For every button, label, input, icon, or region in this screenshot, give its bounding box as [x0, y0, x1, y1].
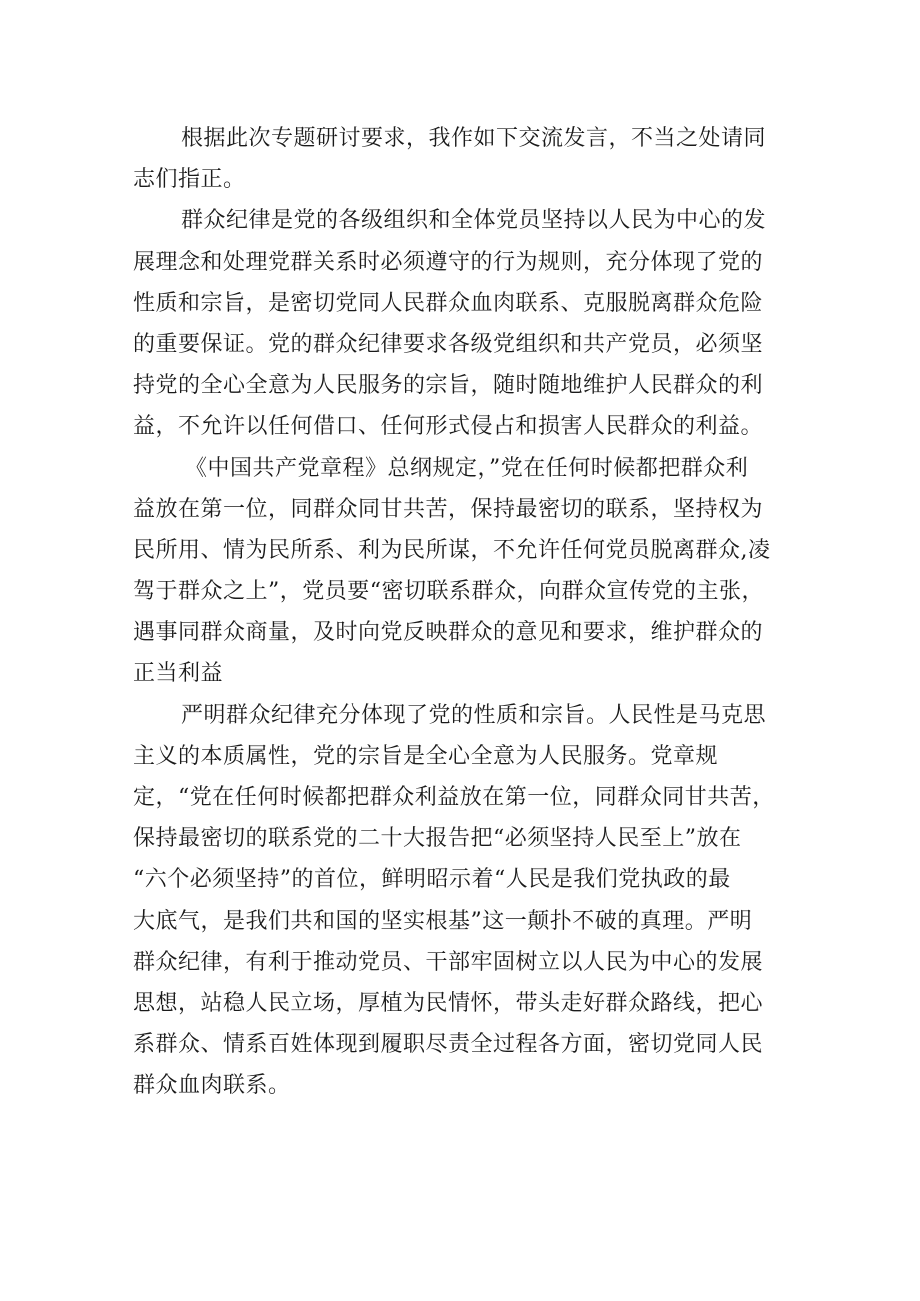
paragraph-4-line-5: “六个必须坚持”的首位，鲜明昭示着“人民是我们党执政的最: [133, 867, 731, 893]
paragraph-2-line-4: 的重要保证。党的群众纪律要求各级党组织和共产党员，必须坚: [133, 331, 764, 357]
paragraph-2-line-2: 展理念和处理党群关系时必须遵守的行为规则，充分体现了党的: [133, 249, 764, 275]
paragraph-4-line-9: 系群众、情系百姓体现到履职尽责全过程各方面，密切党同人民: [133, 1032, 764, 1058]
paragraph-3-line-1: 《中国共产党章程》总纲规定，”党在任何时候都把群众利: [185, 455, 749, 481]
paragraph-3-line-4: 驾于群众之上”，党员要“密切联系群众，向群众宣传党的主张，: [133, 579, 764, 605]
paragraph-2-line-1: 群众纪律是党的各级组织和全体党员坚持以人民为中心的发: [181, 208, 767, 234]
paragraph-4-line-3: 定，“党在任何时候都把群众利益放在第一位，同群众同甘共苦，: [133, 785, 775, 810]
paragraph-4-line-2: 主义的本质属性，党的宗旨是全心全意为人民服务。党章规: [133, 743, 719, 769]
paragraph-4-line-1: 严明群众纪律充分体现了党的性质和宗旨。人民性是马克思: [181, 702, 767, 728]
paragraph-4-line-8: 思想，站稳人民立场，厚植为民情怀，带头走好群众路线，把心: [133, 990, 764, 1016]
paragraph-2-line-3: 性质和宗旨，是密切党同人民群众血肉联系、克服脱离群众危险: [133, 290, 764, 316]
paragraph-3-line-6: 正当利益: [133, 661, 224, 687]
paragraph-4-line-6: 大底气，是我们共和国的坚实根基”这一颠扑不破的真理。严明: [133, 908, 753, 934]
paragraph-3-line-3: 民所用、情为民所系、利为民所谋，不允许任何党员脱离群众,凌: [133, 537, 771, 563]
document-body: [133, 118, 793, 1107]
paragraph-2-line-5: 持党的全心全意为人民服务的宗旨，随时随地维护人民群众的利: [133, 373, 764, 399]
paragraph-4-line-7: 群众纪律，有利于推动党员、干部牢固树立以人民为中心的发展: [133, 949, 764, 975]
paragraph-4-line-10: 群众血肉联系。: [133, 1073, 291, 1099]
paragraph-2-line-6: 益，不允许以任何借口、任何形式侵占和损害人民群众的利益。: [133, 414, 764, 440]
paragraph-1-line-2: 志们指正。: [133, 167, 246, 193]
paragraph-1-line-1: 根据此次专题研讨要求，我作如下交流发言，不当之处请同: [181, 126, 767, 151]
paragraph-3-line-5: 遇事同群众商量，及时向党反映群众的意见和要求，维护群众的: [133, 620, 764, 646]
paragraph-3-line-2: 益放在第一位，同群众同甘共苦，保持最密切的联系，坚持权为: [133, 496, 764, 522]
paragraph-4-line-4: 保持最密切的联系党的二十大报告把“必须坚持人民至上”放在: [133, 826, 742, 852]
